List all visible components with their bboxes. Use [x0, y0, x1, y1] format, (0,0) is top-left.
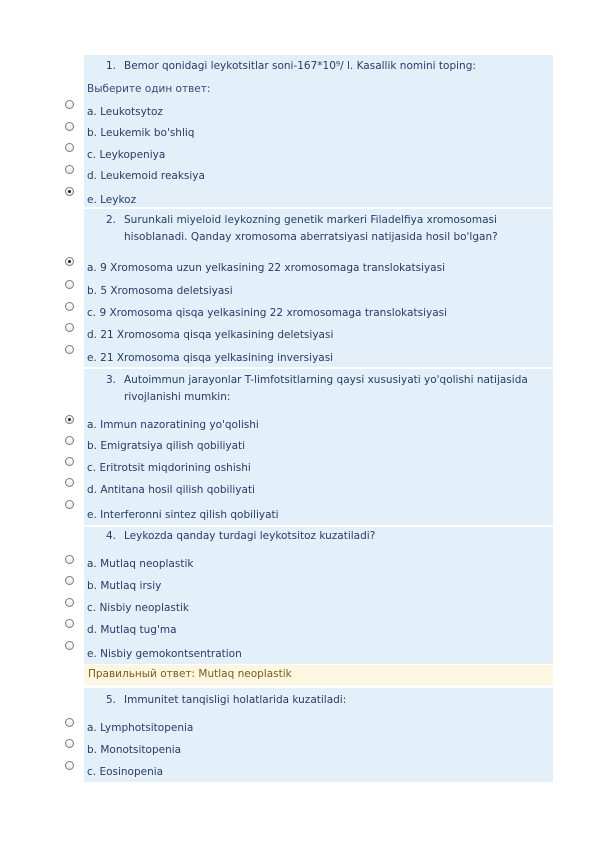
- q1-radio-b[interactable]: [65, 122, 74, 131]
- q3-radio-e[interactable]: [65, 500, 74, 509]
- question-1-text: Bemor qonidagi leykotsitlar soni-167*10⁹/ l. Kasallik nomini toping:: [124, 60, 476, 72]
- question-2-text-line-2: hisoblanadi. Qanday xromosoma aberratsiyasi natijasida hosil bo'lgan?: [124, 231, 498, 243]
- q2-option-e[interactable]: e. 21 Xromosoma qisqa yelkasining inversiyasi: [87, 352, 334, 364]
- q5-radio-a[interactable]: [65, 718, 74, 727]
- q4-option-c[interactable]: c. Nisbiy neoplastik: [87, 602, 189, 614]
- q1-radio-c[interactable]: [65, 143, 74, 152]
- q4-option-e[interactable]: e. Nisbiy gemokontsentration: [87, 648, 242, 660]
- q1-option-d[interactable]: d. Leukemoid reaksiya: [87, 170, 205, 182]
- q3-option-a[interactable]: a. Immun nazoratining yo'qolishi: [87, 419, 259, 431]
- q3-radio-d[interactable]: [65, 478, 74, 487]
- q2-radio-d[interactable]: [65, 323, 74, 332]
- q4-radio-c[interactable]: [65, 598, 74, 607]
- q3-option-d[interactable]: d. Antitana hosil qilish qobiliyati: [87, 484, 255, 496]
- question-4-panel: [84, 527, 553, 664]
- q1-option-a[interactable]: a. Leukotsytoz: [87, 106, 163, 118]
- feedback-text: Правильный ответ: Mutlaq neoplastik: [88, 668, 292, 680]
- q3-option-b[interactable]: b. Emigratsiya qilish qobiliyati: [87, 440, 246, 452]
- q1-radio-e-selected[interactable]: [65, 187, 74, 196]
- q2-radio-a-selected[interactable]: [65, 257, 74, 266]
- question-1-number: 1.: [106, 60, 117, 72]
- q3-option-c[interactable]: c. Eritrotsit miqdorining oshishi: [87, 462, 251, 474]
- q4-option-a[interactable]: a. Mutlaq neoplastik: [87, 558, 194, 570]
- question-2-text-line-1: Surunkali miyeloid leykozning genetik markeri Filadelfiya xromosomasi: [124, 214, 497, 226]
- q3-radio-a-selected[interactable]: [65, 415, 74, 424]
- answer-prompt: Выберите один ответ:: [87, 83, 211, 95]
- correct-answer-feedback: [84, 665, 553, 685]
- q5-option-a[interactable]: a. Lymphotsitopenia: [87, 722, 194, 734]
- q3-radio-b[interactable]: [65, 436, 74, 445]
- q4-radio-b[interactable]: [65, 576, 74, 585]
- q4-radio-a[interactable]: [65, 555, 74, 564]
- q2-option-c[interactable]: c. 9 Xromosoma qisqa yelkasining 22 xromosomaga translokatsiyasi: [87, 307, 448, 319]
- question-3-text-line-2: rivojlanishi mumkin:: [124, 391, 231, 403]
- q4-option-d[interactable]: d. Mutlaq tug'ma: [87, 624, 177, 636]
- q3-radio-c[interactable]: [65, 457, 74, 466]
- question-5-number: 5.: [106, 694, 117, 706]
- question-4-number: 4.: [106, 530, 117, 542]
- q5-radio-c[interactable]: [65, 761, 74, 770]
- q5-radio-b[interactable]: [65, 739, 74, 748]
- question-3-number: 3.: [106, 374, 117, 386]
- q1-radio-a[interactable]: [65, 100, 74, 109]
- q4-option-b[interactable]: b. Mutlaq irsiy: [87, 580, 162, 592]
- q5-option-c[interactable]: c. Eosinopenia: [87, 766, 164, 778]
- question-2-number: 2.: [106, 214, 117, 226]
- q2-radio-b[interactable]: [65, 280, 74, 289]
- q2-radio-e[interactable]: [65, 345, 74, 354]
- question-4-text: Leykozda qanday turdagi leykotsitoz kuzatiladi?: [124, 530, 376, 542]
- q2-radio-c[interactable]: [65, 302, 74, 311]
- q1-option-b[interactable]: b. Leukemik bo'shliq: [87, 127, 195, 139]
- question-3-text-line-1: Autoimmun jarayonlar T-limfotsitlarning qaysi xususiyati yo'qolishi natijasida: [124, 374, 528, 386]
- q1-option-c[interactable]: c. Leykopeniya: [87, 149, 166, 161]
- q1-radio-d[interactable]: [65, 165, 74, 174]
- q1-option-e[interactable]: e. Leykoz: [87, 194, 137, 206]
- question-5-text: Immunitet tanqisligi holatlarida kuzatiladi:: [124, 694, 347, 706]
- q5-option-b[interactable]: b. Monotsitopenia: [87, 744, 182, 756]
- q2-option-d[interactable]: d. 21 Xromosoma qisqa yelkasining deletsiyasi: [87, 329, 334, 341]
- q2-option-b[interactable]: b. 5 Xromosoma deletsiyasi: [87, 285, 233, 297]
- q4-radio-e[interactable]: [65, 641, 74, 650]
- q4-radio-d[interactable]: [65, 619, 74, 628]
- q3-option-e[interactable]: e. Interferonni sintez qilish qobiliyati: [87, 509, 279, 521]
- q2-option-a[interactable]: a. 9 Xromosoma uzun yelkasining 22 xromosomaga translokatsiyasi: [87, 262, 446, 274]
